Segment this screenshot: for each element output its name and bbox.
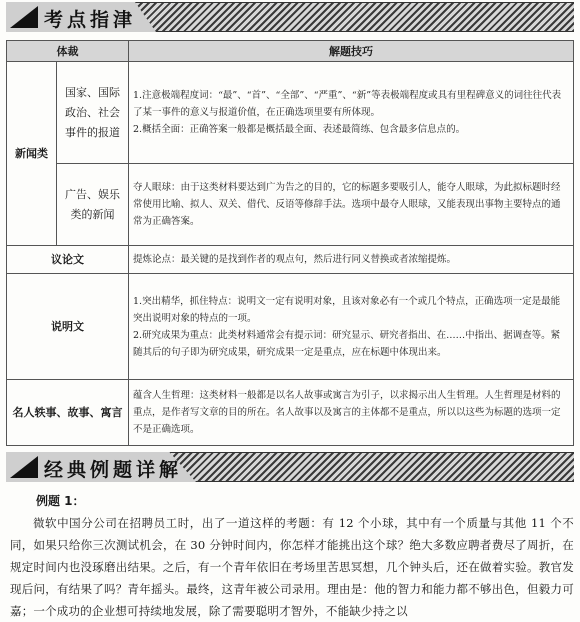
tips-story [129,380,574,446]
example-block [10,490,574,622]
section-banner-examples [6,452,574,482]
tip-line: 1.注意极端程度词：“最”、“首”、“全部”、“严重”、“新”等表极端程度或具有里程碑意义的词往往代表了某一事件的意义与报道价值，在正确选项里要有所体现。 [133,90,562,118]
category-expository: 说明文 [7,274,129,380]
category-story: 名人轶事、故事、寓言 [7,380,129,446]
tip-line: 1.突出精华，抓住特点：说明文一定有说明对象，且该对象必有一个或几个特点，正确选项一定是最能突出说明对象的特点的一项。 [133,295,561,324]
section-banner-exam-guide [6,2,574,32]
category-argument: 议论文 [7,246,129,274]
category-news: 新闻类 [7,62,57,246]
header-genre: 体裁 [7,41,129,62]
tip-line: 夺人眼球：由于这类材料要达到广为告之的目的，它的标题多要吸引人，能夺人眼球，为此拟标题时经常使用比喻、拟人、双关、借代、反语等修辞手法。选项中最夺人眼球，又能表现出事物主要特点的通常为正确答案。 [133,182,561,227]
tip-line: 提炼论点：最关键的是找到作者的观点句，然后进行同义替换或者浓缩提炼。 [133,254,457,265]
section-title: 考点指津 [44,9,137,31]
tips-table [6,40,574,446]
example-title: 例题 1： [36,494,85,508]
table-row [7,62,574,164]
section-title: 经典例题详解 [44,459,183,481]
table-row [7,274,574,380]
subcategory-ads: 广告、娱乐类的新闻 [57,164,129,246]
table-row [7,164,574,246]
table-row [7,246,574,274]
tip-line: 2.研究成果为重点：此类材料通常会有提示词：研究显示、研究者指出、在……中指出、据调查等。紧随其后的句子即为研究成果，研究成果一定是重点，应在标题中体现出来。 [133,329,561,358]
table-row [7,380,574,446]
tips-politics [129,62,574,164]
tips-expository [129,274,574,380]
table-header-row [7,41,574,62]
tip-line: 蕴含人生哲理：这类材料一般都是以名人故事或寓言为引子，以求揭示出人生哲理。人生哲理是材料的重点，是作者写文章的目的所在。名人故事以及寓言的主体都不是重点，所以以这些为标题的选项一定不是正确选项。 [133,390,561,435]
tip-line: 2.概括全面：正确答案一般都是概括最全面、表述最简练、包含最多信息点的。 [133,124,466,135]
tips-ads [129,164,574,246]
example-body: 微软中国分公司在招聘员工时，出了一道这样的考题：有 12 个小球，其中有一个质量与其他 11 个不同，如果只给你三次测试机会，在 30 分钟时间内，你怎样才能挑出这个球？绝大多数应聘者费尽了周折，在规定时间内也没琢磨出结果。之后，有一个青年依旧在考场里苦思冥想，几个钟头后，还在做着实验。教官发现后问，有结果了吗？青年摇头。最终，这青年被公司录用。理由是：他的智力和能力都不够出色，但毅力可嘉；一个成功的企业想可持续地发展，除了需要聪明才智外，不能缺少持之以 [10,516,574,618]
tips-argument [129,246,574,274]
header-tips: 解题技巧 [129,41,574,62]
subcategory-politics: 国家、国际政治、社会事件的报道 [57,62,129,164]
